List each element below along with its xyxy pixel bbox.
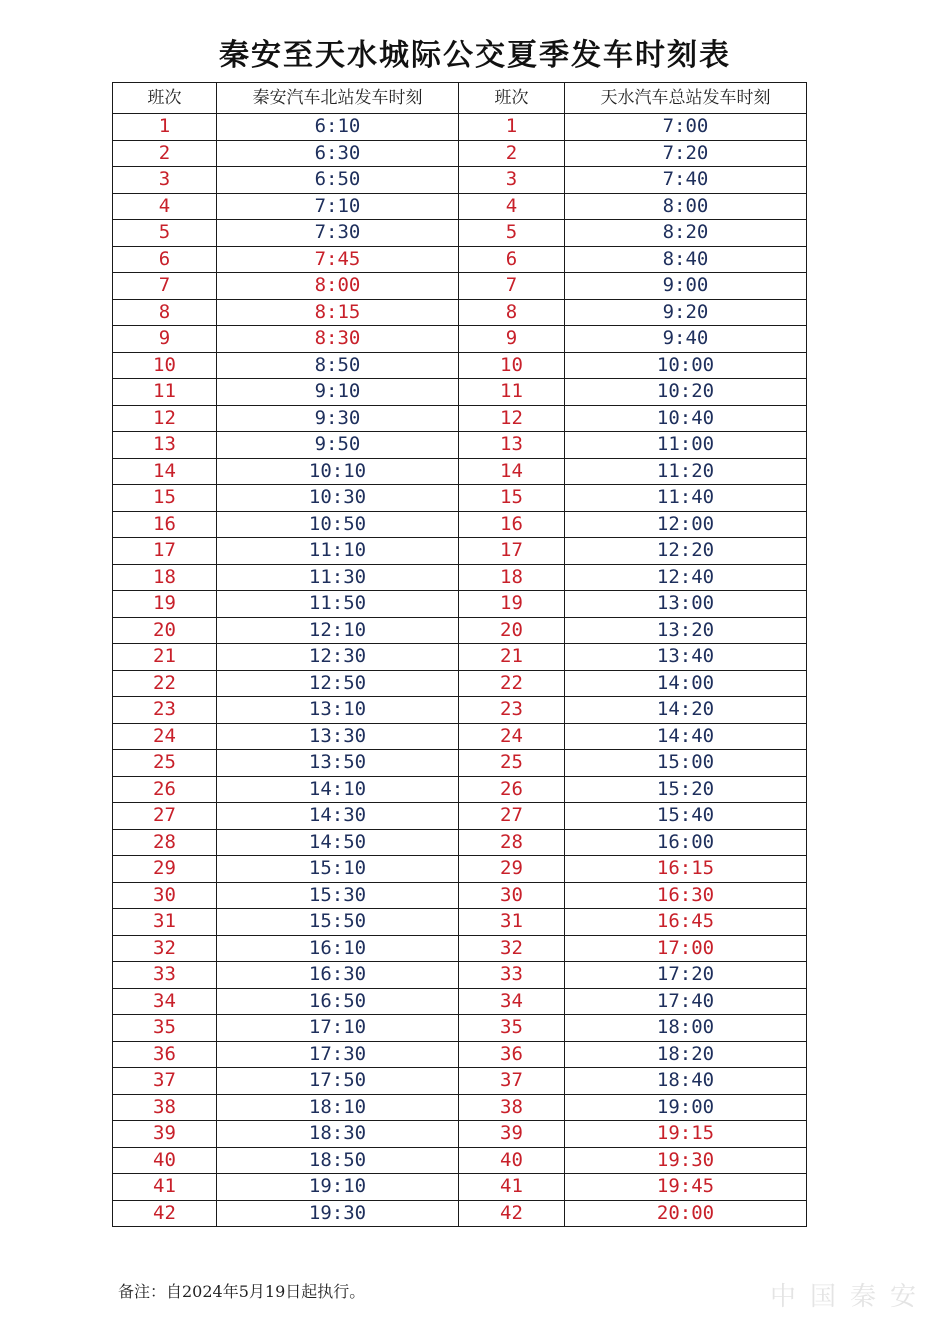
qinan-trip-number: 9 [113, 326, 217, 353]
table-row [113, 114, 807, 141]
tianshui-trip-number: 7 [459, 273, 565, 300]
table-row [113, 1121, 807, 1148]
tianshui-departure-time: 15:40 [565, 803, 807, 830]
tianshui-departure-time: 17:40 [565, 988, 807, 1015]
tianshui-trip-number: 1 [459, 114, 565, 141]
tianshui-departure-time: 15:00 [565, 750, 807, 777]
qinan-departure-time: 8:30 [217, 326, 459, 353]
table-row [113, 988, 807, 1015]
tianshui-trip-number: 39 [459, 1121, 565, 1148]
qinan-departure-time: 11:10 [217, 538, 459, 565]
header-qinan-time: 秦安汽车北站发车时刻 [217, 83, 459, 114]
tianshui-departure-time: 14:20 [565, 697, 807, 724]
qinan-trip-number: 8 [113, 299, 217, 326]
qinan-departure-time: 19:30 [217, 1200, 459, 1227]
tianshui-departure-time: 19:15 [565, 1121, 807, 1148]
tianshui-trip-number: 26 [459, 776, 565, 803]
tianshui-departure-time: 11:20 [565, 458, 807, 485]
table-row [113, 1094, 807, 1121]
header-tianshui-no: 班次 [459, 83, 565, 114]
tianshui-trip-number: 37 [459, 1068, 565, 1095]
qinan-trip-number: 22 [113, 670, 217, 697]
qinan-departure-time: 8:15 [217, 299, 459, 326]
tianshui-departure-time: 16:00 [565, 829, 807, 856]
tianshui-trip-number: 13 [459, 432, 565, 459]
qinan-departure-time: 9:30 [217, 405, 459, 432]
table-row [113, 776, 807, 803]
tianshui-departure-time: 13:20 [565, 617, 807, 644]
qinan-trip-number: 2 [113, 140, 217, 167]
tianshui-trip-number: 36 [459, 1041, 565, 1068]
tianshui-departure-time: 9:40 [565, 326, 807, 353]
tianshui-trip-number: 32 [459, 935, 565, 962]
table-row [113, 803, 807, 830]
table-row [113, 140, 807, 167]
tianshui-departure-time: 12:00 [565, 511, 807, 538]
tianshui-trip-number: 11 [459, 379, 565, 406]
qinan-trip-number: 18 [113, 564, 217, 591]
qinan-departure-time: 15:50 [217, 909, 459, 936]
table-row [113, 220, 807, 247]
tianshui-trip-number: 29 [459, 856, 565, 883]
qinan-departure-time: 11:50 [217, 591, 459, 618]
qinan-trip-number: 26 [113, 776, 217, 803]
table-row [113, 538, 807, 565]
tianshui-trip-number: 38 [459, 1094, 565, 1121]
qinan-departure-time: 7:10 [217, 193, 459, 220]
tianshui-trip-number: 41 [459, 1174, 565, 1201]
tianshui-trip-number: 20 [459, 617, 565, 644]
qinan-departure-time: 17:50 [217, 1068, 459, 1095]
qinan-departure-time: 18:30 [217, 1121, 459, 1148]
tianshui-departure-time: 7:20 [565, 140, 807, 167]
table-row [113, 962, 807, 989]
qinan-departure-time: 16:50 [217, 988, 459, 1015]
tianshui-trip-number: 35 [459, 1015, 565, 1042]
table-row [113, 326, 807, 353]
tianshui-trip-number: 24 [459, 723, 565, 750]
table-row [113, 458, 807, 485]
table-row [113, 167, 807, 194]
table-row [113, 1147, 807, 1174]
qinan-trip-number: 35 [113, 1015, 217, 1042]
tianshui-departure-time: 14:40 [565, 723, 807, 750]
table-row [113, 1200, 807, 1227]
table-row [113, 246, 807, 273]
qinan-departure-time: 16:30 [217, 962, 459, 989]
tianshui-trip-number: 31 [459, 909, 565, 936]
qinan-departure-time: 17:10 [217, 1015, 459, 1042]
table-row [113, 299, 807, 326]
qinan-trip-number: 7 [113, 273, 217, 300]
qinan-trip-number: 42 [113, 1200, 217, 1227]
qinan-trip-number: 21 [113, 644, 217, 671]
tianshui-trip-number: 33 [459, 962, 565, 989]
table-row [113, 591, 807, 618]
qinan-trip-number: 14 [113, 458, 217, 485]
table-row [113, 909, 807, 936]
tianshui-trip-number: 22 [459, 670, 565, 697]
tianshui-departure-time: 13:00 [565, 591, 807, 618]
qinan-departure-time: 6:30 [217, 140, 459, 167]
qinan-trip-number: 5 [113, 220, 217, 247]
page-title: 秦安至天水城际公交夏季发车时刻表 [219, 38, 731, 73]
table-row [113, 564, 807, 591]
qinan-trip-number: 6 [113, 246, 217, 273]
qinan-trip-number: 4 [113, 193, 217, 220]
qinan-trip-number: 32 [113, 935, 217, 962]
table-row [113, 935, 807, 962]
qinan-trip-number: 30 [113, 882, 217, 909]
tianshui-trip-number: 8 [459, 299, 565, 326]
qinan-trip-number: 27 [113, 803, 217, 830]
qinan-trip-number: 24 [113, 723, 217, 750]
table-row [113, 1041, 807, 1068]
tianshui-trip-number: 12 [459, 405, 565, 432]
qinan-departure-time: 12:10 [217, 617, 459, 644]
table-row [113, 273, 807, 300]
tianshui-departure-time: 19:30 [565, 1147, 807, 1174]
qinan-departure-time: 6:50 [217, 167, 459, 194]
qinan-trip-number: 39 [113, 1121, 217, 1148]
qinan-departure-time: 9:50 [217, 432, 459, 459]
qinan-trip-number: 12 [113, 405, 217, 432]
tianshui-trip-number: 16 [459, 511, 565, 538]
qinan-departure-time: 13:30 [217, 723, 459, 750]
tianshui-departure-time: 18:20 [565, 1041, 807, 1068]
qinan-departure-time: 19:10 [217, 1174, 459, 1201]
qinan-trip-number: 29 [113, 856, 217, 883]
table-row [113, 432, 807, 459]
qinan-departure-time: 13:50 [217, 750, 459, 777]
table-row [113, 644, 807, 671]
table-row [113, 379, 807, 406]
qinan-departure-time: 14:50 [217, 829, 459, 856]
qinan-departure-time: 15:10 [217, 856, 459, 883]
qinan-trip-number: 19 [113, 591, 217, 618]
table-row [113, 697, 807, 724]
table-row [113, 485, 807, 512]
qinan-departure-time: 7:45 [217, 246, 459, 273]
qinan-trip-number: 38 [113, 1094, 217, 1121]
tianshui-departure-time: 12:20 [565, 538, 807, 565]
footnote: 备注：自2024年5月19日起执行。 [118, 1282, 366, 1301]
qinan-departure-time: 17:30 [217, 1041, 459, 1068]
qinan-departure-time: 16:10 [217, 935, 459, 962]
qinan-trip-number: 11 [113, 379, 217, 406]
qinan-departure-time: 13:10 [217, 697, 459, 724]
qinan-departure-time: 18:10 [217, 1094, 459, 1121]
qinan-departure-time: 14:30 [217, 803, 459, 830]
header-tianshui-time: 天水汽车总站发车时刻 [565, 83, 807, 114]
table-row [113, 1174, 807, 1201]
qinan-trip-number: 20 [113, 617, 217, 644]
qinan-departure-time: 15:30 [217, 882, 459, 909]
tianshui-departure-time: 8:40 [565, 246, 807, 273]
qinan-departure-time: 7:30 [217, 220, 459, 247]
table-row [113, 750, 807, 777]
qinan-trip-number: 34 [113, 988, 217, 1015]
tianshui-departure-time: 18:00 [565, 1015, 807, 1042]
tianshui-departure-time: 16:30 [565, 882, 807, 909]
tianshui-departure-time: 9:20 [565, 299, 807, 326]
tianshui-trip-number: 40 [459, 1147, 565, 1174]
qinan-trip-number: 36 [113, 1041, 217, 1068]
tianshui-trip-number: 21 [459, 644, 565, 671]
qinan-departure-time: 14:10 [217, 776, 459, 803]
tianshui-departure-time: 17:00 [565, 935, 807, 962]
table-body [113, 114, 807, 1227]
tianshui-departure-time: 20:00 [565, 1200, 807, 1227]
table-header-row [113, 83, 807, 114]
tianshui-trip-number: 10 [459, 352, 565, 379]
tianshui-trip-number: 25 [459, 750, 565, 777]
tianshui-departure-time: 10:00 [565, 352, 807, 379]
tianshui-departure-time: 11:40 [565, 485, 807, 512]
tianshui-departure-time: 13:40 [565, 644, 807, 671]
header-qinan-no: 班次 [113, 83, 217, 114]
qinan-trip-number: 13 [113, 432, 217, 459]
tianshui-trip-number: 14 [459, 458, 565, 485]
table-row [113, 352, 807, 379]
tianshui-trip-number: 28 [459, 829, 565, 856]
schedule-table [112, 82, 807, 1227]
qinan-departure-time: 12:50 [217, 670, 459, 697]
tianshui-trip-number: 5 [459, 220, 565, 247]
qinan-departure-time: 6:10 [217, 114, 459, 141]
qinan-departure-time: 9:10 [217, 379, 459, 406]
table-row [113, 405, 807, 432]
tianshui-departure-time: 7:00 [565, 114, 807, 141]
tianshui-trip-number: 34 [459, 988, 565, 1015]
tianshui-trip-number: 6 [459, 246, 565, 273]
tianshui-trip-number: 2 [459, 140, 565, 167]
tianshui-departure-time: 8:00 [565, 193, 807, 220]
tianshui-trip-number: 17 [459, 538, 565, 565]
tianshui-trip-number: 15 [459, 485, 565, 512]
qinan-departure-time: 8:00 [217, 273, 459, 300]
qinan-departure-time: 10:30 [217, 485, 459, 512]
qinan-departure-time: 11:30 [217, 564, 459, 591]
table-row [113, 617, 807, 644]
tianshui-departure-time: 8:20 [565, 220, 807, 247]
table-row [113, 723, 807, 750]
tianshui-departure-time: 17:20 [565, 962, 807, 989]
qinan-trip-number: 3 [113, 167, 217, 194]
qinan-trip-number: 16 [113, 511, 217, 538]
table-row [113, 829, 807, 856]
tianshui-trip-number: 42 [459, 1200, 565, 1227]
watermark: 中国秦安 [769, 1282, 930, 1312]
qinan-trip-number: 17 [113, 538, 217, 565]
tianshui-departure-time: 16:45 [565, 909, 807, 936]
qinan-trip-number: 40 [113, 1147, 217, 1174]
qinan-trip-number: 33 [113, 962, 217, 989]
qinan-departure-time: 10:50 [217, 511, 459, 538]
table-row [113, 856, 807, 883]
tianshui-departure-time: 19:45 [565, 1174, 807, 1201]
qinan-trip-number: 23 [113, 697, 217, 724]
table-row [113, 1015, 807, 1042]
tianshui-departure-time: 10:20 [565, 379, 807, 406]
qinan-trip-number: 10 [113, 352, 217, 379]
qinan-trip-number: 1 [113, 114, 217, 141]
qinan-trip-number: 25 [113, 750, 217, 777]
qinan-departure-time: 18:50 [217, 1147, 459, 1174]
tianshui-departure-time: 16:15 [565, 856, 807, 883]
table-row [113, 193, 807, 220]
tianshui-trip-number: 3 [459, 167, 565, 194]
tianshui-trip-number: 23 [459, 697, 565, 724]
tianshui-trip-number: 9 [459, 326, 565, 353]
tianshui-departure-time: 12:40 [565, 564, 807, 591]
table-row [113, 670, 807, 697]
tianshui-departure-time: 19:00 [565, 1094, 807, 1121]
table-row [113, 1068, 807, 1095]
tianshui-departure-time: 15:20 [565, 776, 807, 803]
qinan-departure-time: 12:30 [217, 644, 459, 671]
tianshui-trip-number: 18 [459, 564, 565, 591]
qinan-departure-time: 8:50 [217, 352, 459, 379]
tianshui-departure-time: 14:00 [565, 670, 807, 697]
qinan-trip-number: 37 [113, 1068, 217, 1095]
qinan-trip-number: 41 [113, 1174, 217, 1201]
tianshui-trip-number: 4 [459, 193, 565, 220]
qinan-departure-time: 10:10 [217, 458, 459, 485]
table-row [113, 511, 807, 538]
tianshui-trip-number: 30 [459, 882, 565, 909]
qinan-trip-number: 31 [113, 909, 217, 936]
tianshui-departure-time: 9:00 [565, 273, 807, 300]
tianshui-departure-time: 7:40 [565, 167, 807, 194]
qinan-trip-number: 15 [113, 485, 217, 512]
qinan-trip-number: 28 [113, 829, 217, 856]
tianshui-departure-time: 10:40 [565, 405, 807, 432]
table-row [113, 882, 807, 909]
tianshui-trip-number: 19 [459, 591, 565, 618]
tianshui-trip-number: 27 [459, 803, 565, 830]
tianshui-departure-time: 18:40 [565, 1068, 807, 1095]
tianshui-departure-time: 11:00 [565, 432, 807, 459]
